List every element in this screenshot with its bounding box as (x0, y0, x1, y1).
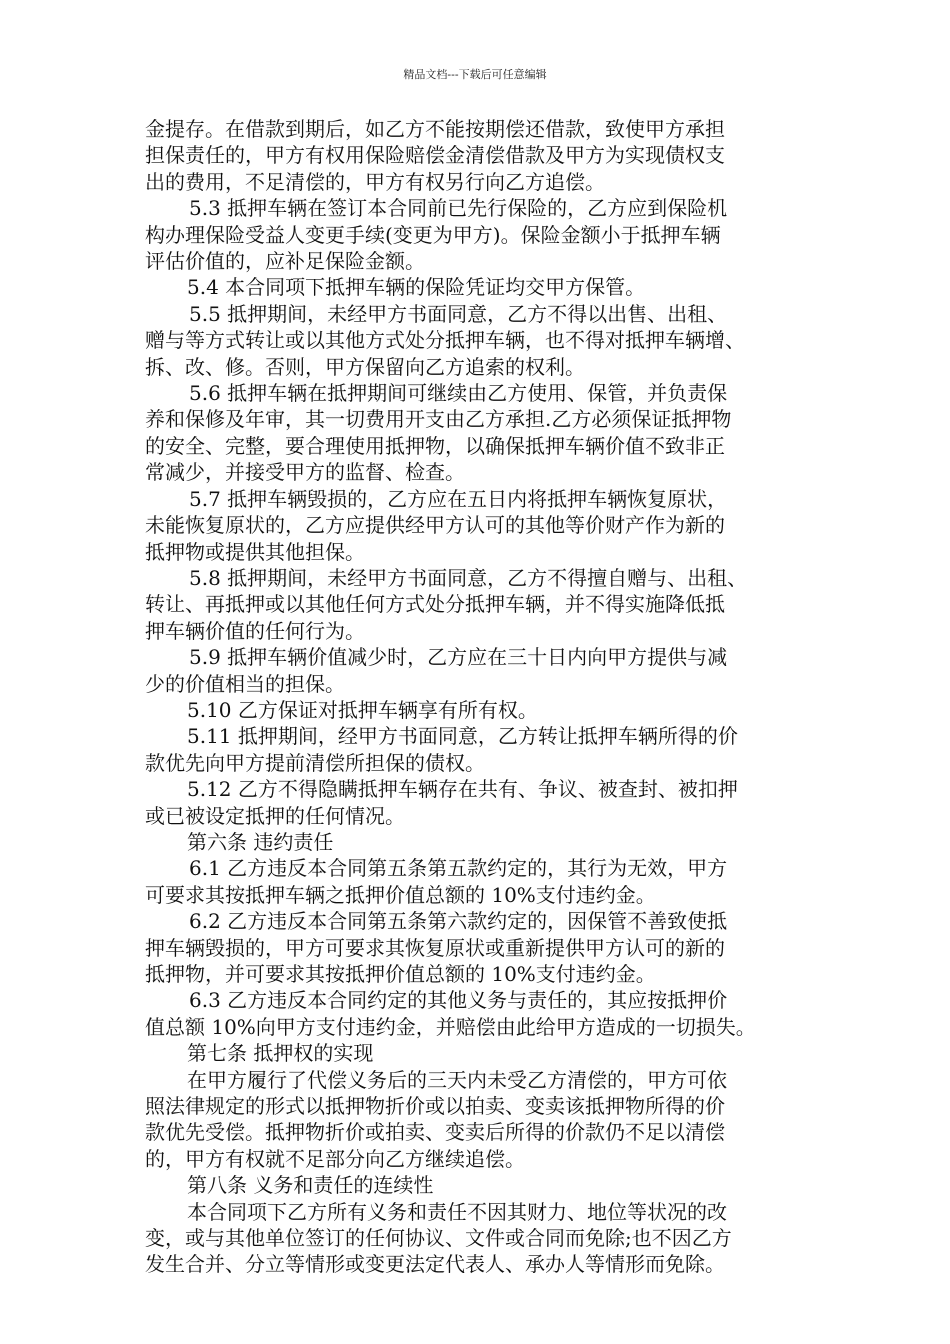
text-line: 赠与等方式转让或以其他方式处分抵押车辆，也不得对抵押车辆增、 (145, 328, 745, 353)
text-line: 构办理保险受益人变更手续(变更为甲方)。保险金额小于抵押车辆 (145, 222, 721, 247)
text-line: 5.10 乙方保证对抵押车辆享有所有权。 (187, 697, 538, 722)
text-line: 担保责任的，甲方有权用保险赔偿金清偿借款及甲方为实现债权支 (145, 143, 725, 168)
text-line: 在甲方履行了代偿义务后的三天内未受乙方清偿的，甲方可依 (187, 1067, 727, 1092)
page-header: 精品文档---下载后可任意编辑 (403, 68, 547, 81)
text-line: 值总额 10%向甲方支付违约金，并赔偿由此给甲方造成的一切损失。 (145, 1014, 756, 1039)
text-line: 款优先受偿。抵押物折价或拍卖、变卖后所得的价款仍不足以清偿 (145, 1120, 725, 1145)
text-line: 抵押物，并可要求其按抵押价值总额的 10%支付违约金。 (145, 962, 656, 986)
text-line: 第六条 违约责任 (187, 829, 334, 854)
text-line: 5.12 乙方不得隐瞒抵押车辆存在共有、争议、被查封、被扣押 (187, 777, 738, 802)
text-line: 押车辆毁损的，甲方可要求其恢复原状或重新提供甲方认可的新的 (145, 935, 725, 960)
text-line: 6.3 乙方违反本合同约定的其他义务与责任的，其应按抵押价 (189, 988, 728, 1013)
text-line: 第七条 抵押权的实现 (187, 1041, 374, 1066)
text-line: 评估价值的，应补足保险金额。 (145, 249, 425, 274)
text-line: 5.8 抵押期间，未经甲方书面同意，乙方不得擅自赠与、出租、 (189, 565, 748, 590)
text-line: 变，或与其他单位签订的任何协议、文件或合同而免除;也不因乙方 (145, 1226, 732, 1251)
text-line: 第八条 义务和责任的连续性 (187, 1173, 434, 1198)
text-line: 养和保修及年审，其一切费用开支由乙方承担.乙方必须保证抵押物 (145, 407, 732, 432)
text-line: 或已被设定抵押的任何情况。 (145, 803, 405, 828)
text-line: 发生合并、分立等情形或变更法定代表人、承办人等情形而免除。 (145, 1252, 725, 1277)
text-line: 未能恢复原状的，乙方应提供经甲方认可的其他等价财产作为新的 (145, 513, 725, 538)
text-line: 少的价值相当的担保。 (145, 671, 345, 696)
text-line: 出的费用，不足清偿的，甲方有权另行向乙方追偿。 (145, 169, 605, 194)
text-line: 本合同项下乙方所有义务和责任不因其财力、地位等状况的改 (187, 1199, 727, 1224)
text-line: 5.4 本合同项下抵押车辆的保险凭证均交甲方保管。 (187, 275, 646, 300)
text-line: 5.9 抵押车辆价值减少时，乙方应在三十日内向甲方提供与减 (189, 645, 728, 670)
text-line: 可要求其按抵押车辆之抵押价值总额的 10%支付违约金。 (145, 882, 656, 907)
text-line: 5.7 抵押车辆毁损的，乙方应在五日内将抵押车辆恢复原状， (189, 486, 728, 511)
text-line: 常减少，并接受甲方的监督、检查。 (145, 460, 465, 485)
text-line: 照法律规定的形式以抵押物折价或以拍卖、变卖该抵押物所得的价 (145, 1094, 725, 1119)
text-line: 转让、再抵押或以其他任何方式处分抵押车辆，并不得实施降低抵 (145, 592, 725, 617)
text-line: 5.6 抵押车辆在抵押期间可继续由乙方使用、保管，并负责保 (189, 381, 728, 406)
text-line: 6.2 乙方违反本合同第五条第六款约定的，因保管不善致使抵 (189, 909, 728, 934)
text-line: 的安全、完整，要合理使用抵押物，以确保抵押车辆价值不致非正 (145, 433, 725, 458)
text-line: 款优先向甲方提前清偿所担保的债权。 (145, 750, 485, 775)
document-body (145, 116, 825, 1278)
text-line: 的，甲方有权就不足部分向乙方继续追偿。 (145, 1146, 525, 1171)
text-line: 押车辆价值的任何行为。 (145, 618, 365, 643)
text-line: 金提存。在借款到期后，如乙方不能按期偿还借款，致使甲方承担 (145, 117, 725, 141)
text-line: 5.3 抵押车辆在签订本合同前已先行保险的，乙方应到保险机 (189, 196, 728, 221)
text-line: 6.1 乙方违反本合同第五条第五款约定的，其行为无效，甲方 (189, 856, 728, 881)
text-line: 抵押物或提供其他担保。 (145, 539, 365, 564)
text-line: 5.5 抵押期间，未经甲方书面同意，乙方不得以出售、出租、 (189, 301, 728, 326)
text-line: 拆、改、修。否则，甲方保留向乙方追索的权利。 (145, 354, 585, 379)
text-line: 5.11 抵押期间，经甲方书面同意，乙方转让抵押车辆所得的价 (187, 724, 738, 749)
